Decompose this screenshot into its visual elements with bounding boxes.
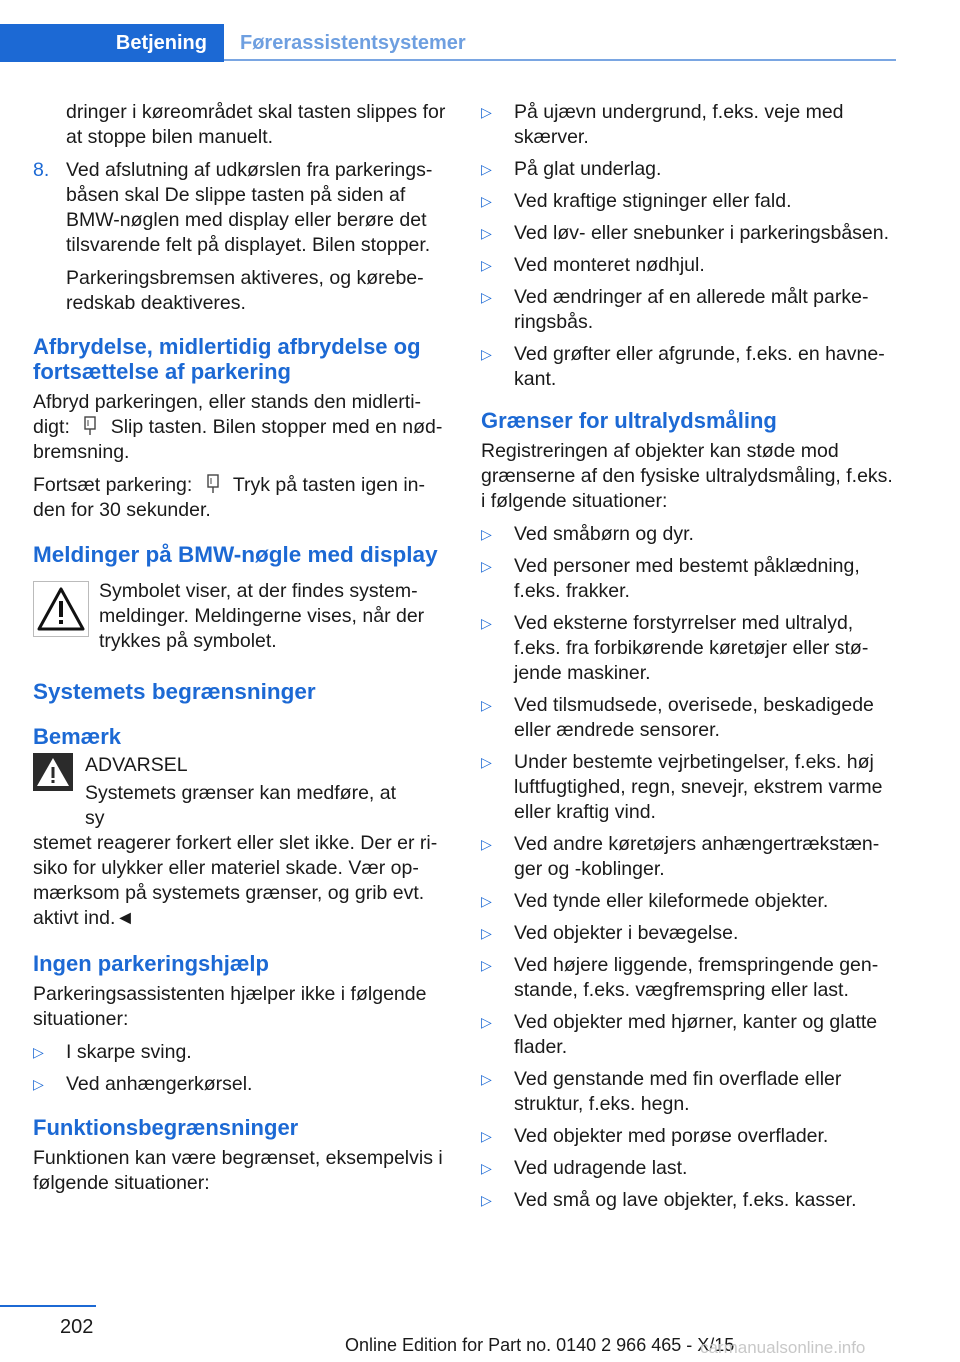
list-item-text: Ved udragende last. [514,1157,688,1179]
list-item [481,342,899,392]
list-item [481,221,899,246]
list-item [481,554,899,604]
footer-divider [0,1305,96,1307]
triangle-right-icon: ▷ [481,925,492,941]
step-text: Ved afslutning af udkørslen fra parkeringsbåsen skal De slippe tasten på siden af BMW-nøglen med display eller berøre det tilsvarende felt på displayet. Bilen stopper. [66,159,433,256]
list-item-text: Under bestemte vejrbetingelser, f.eks. høj luftfugtighed, regn, snevejr, ekstrem varme eller kraftig vind. [514,751,883,823]
triangle-right-icon: ▷ [481,193,492,209]
triangle-right-icon: ▷ [481,257,492,273]
list-item [481,832,899,882]
warning-triangle-icon [33,753,73,791]
triangle-right-icon: ▷ [33,1044,44,1060]
right-column [481,100,899,1220]
list-item [481,1156,899,1181]
triangle-right-icon: ▷ [481,893,492,909]
list-item-text: Ved anhængerkørsel. [66,1073,253,1095]
list-item-text: Ved objekter med porøse overflader. [514,1125,829,1147]
list-item-text: Ved monteret nødhjul. [514,254,705,276]
triangle-right-icon: ▷ [481,558,492,574]
triangle-right-icon: ▷ [481,225,492,241]
triangle-right-icon: ▷ [481,1192,492,1208]
triangle-right-icon: ▷ [481,346,492,362]
key-button-icon [81,416,99,436]
step-8-extra: Parkeringsbremsen aktiveres, og køreberedskab deaktiveres. [66,267,424,314]
warning-block [33,753,448,831]
list-item [481,1124,899,1149]
list-item [481,1010,899,1060]
list-item-text: På ujævn undergrund, f.eks. veje med skærver. [514,101,844,148]
list-item [33,1040,448,1065]
list-item [481,522,899,547]
list-item [481,750,899,825]
ingen-list [33,1040,448,1097]
step-number: 8. [33,159,50,181]
warning-label: ADVARSEL [85,754,188,776]
list-item-text: Ved tynde eller kileformede objekter. [514,890,829,912]
list-item-text: Ved genstande med fin overflade eller struktur, f.eks. hegn. [514,1068,842,1115]
list-item [481,693,899,743]
fortsaet-paragraph [33,473,448,523]
list-item [481,285,899,335]
heading-bemaerk: Bemærk [33,724,122,749]
meldinger-text: Symbolet viser, at der findes systemmeldinger. Meldingerne vises, når der trykkes på symbolet. [99,580,425,652]
list-item [481,189,899,214]
triangle-right-icon: ▷ [481,836,492,852]
list-item-text: Ved grøfter eller afgrunde, f.eks. en havnekant. [514,343,885,390]
list-item [481,157,899,182]
list-item [481,889,899,914]
watermark: carmanualsonline.info [700,1338,866,1357]
page-number: 202 [60,1316,94,1338]
tab-forerassistentsystemer[interactable]: Førerassistentsystemer [240,31,466,54]
graenser-text: Registreringen af objekter kan støde mod grænserne af den fysiske ultralydsmåling, f.eks. i følgende situationer: [481,440,893,512]
continued-paragraph: dringer i køreområdet skal tasten slippes for at stoppe bilen manuelt. [66,101,446,148]
triangle-right-icon: ▷ [481,161,492,177]
list-item-text: Ved løv- eller snebunker i parkeringsbåsen. [514,222,890,244]
triangle-right-icon: ▷ [481,104,492,120]
list-item [481,1067,899,1117]
meldinger-block [33,579,448,662]
warning-triangle-icon [33,581,89,637]
triangle-right-icon: ▷ [33,1076,44,1092]
list-item-text: Ved kraftige stigninger eller fald. [514,190,792,212]
fortsaet-text-post: Tryk på tasten igen inden for 30 sekunder. [33,474,426,521]
key-button-icon [204,474,222,494]
triangle-right-icon: ▷ [481,289,492,305]
list-item-text: Ved eksterne forstyrrelser med ultralyd, f.eks. fra forbikørende køretøjer eller støjende maskiner. [514,612,869,684]
list-item-text: I skarpe sving. [66,1041,192,1063]
edition-text: Online Edition for Part no. 0140 2 966 465 - X/15 [345,1335,735,1355]
list-item [481,611,899,686]
triangle-right-icon: ▷ [481,697,492,713]
ingen-text: Parkeringsassistenten hjælper ikke i følgende situationer: [33,983,427,1030]
list-item-text: På glat underlag. [514,158,662,180]
triangle-right-icon: ▷ [481,526,492,542]
afbryd-text-post: Slip tasten. Bilen stopper med en nødbremsning. [33,416,443,463]
list-item [481,100,899,150]
list-item-text: Ved objekter med hjørner, kanter og glatte flader. [514,1011,878,1058]
left-column [33,100,448,1204]
funktions-text: Funktionen kan være begrænset, eksempelvis i følgende situationer: [33,1147,443,1194]
list-item [33,1072,448,1097]
list-item [481,921,899,946]
list-item [481,1188,899,1213]
afbryd-text-pre: Afbryd parkeringen, eller stands den midlertidigt: [33,391,422,438]
heading-meldinger: Meldinger på BMW-nøgle med display [33,542,438,567]
heading-systemets: Systemets begrænsninger [33,679,316,704]
list-item-text: Ved personer med bestemt påklædning, f.eks. frakker. [514,555,860,602]
triangle-right-icon: ▷ [481,1071,492,1087]
step-8 [33,158,448,258]
triangle-right-icon: ▷ [481,615,492,631]
funktions-list [481,100,899,392]
tab-betjening[interactable]: Betjening [0,24,224,62]
triangle-right-icon: ▷ [481,957,492,973]
list-item [481,253,899,278]
heading-graenser: Grænser for ultralydsmåling [481,408,777,433]
list-item-text: Ved tilsmudsede, overisede, beskadigede eller ændrede sensorer. [514,694,874,741]
header-divider [224,59,896,61]
page-header [0,0,960,62]
warning-first-line: Systemets grænser kan medføre, at sy [85,782,397,829]
heading-afbrydelse: Afbrydelse, midlertidig afbrydelse og fortsættelse af parkering [33,334,421,384]
heading-funktions: Funktionsbegrænsninger [33,1115,299,1140]
triangle-right-icon: ▷ [481,754,492,770]
triangle-right-icon: ▷ [481,1014,492,1030]
afbryd-paragraph [33,390,448,465]
triangle-right-icon: ▷ [481,1160,492,1176]
graenser-list [481,522,899,1213]
list-item-text: Ved ændringer af en allerede målt parkeringsbås. [514,286,869,333]
warning-text: stemet reagerer forkert eller slet ikke. Der er risiko for ulykker eller materiel skade. Vær opmærksom på systemets grænser, og grib evt. aktivt ind.◄ [33,832,438,929]
fortsaet-text-pre: Fortsæt parkering: [33,474,193,496]
list-item-text: Ved andre køretøjers anhængertrækstænger og -koblinger. [514,833,880,880]
triangle-right-icon: ▷ [481,1128,492,1144]
list-item-text: Ved småbørn og dyr. [514,523,694,545]
list-item-text: Ved objekter i bevægelse. [514,922,739,944]
list-item [481,953,899,1003]
heading-ingen: Ingen parkeringshjælp [33,951,269,976]
list-item-text: Ved små og lave objekter, f.eks. kasser. [514,1189,857,1211]
warning-head [85,753,421,831]
list-item-text: Ved højere liggende, fremspringende genstande, f.eks. vægfremspring eller last. [514,954,879,1001]
